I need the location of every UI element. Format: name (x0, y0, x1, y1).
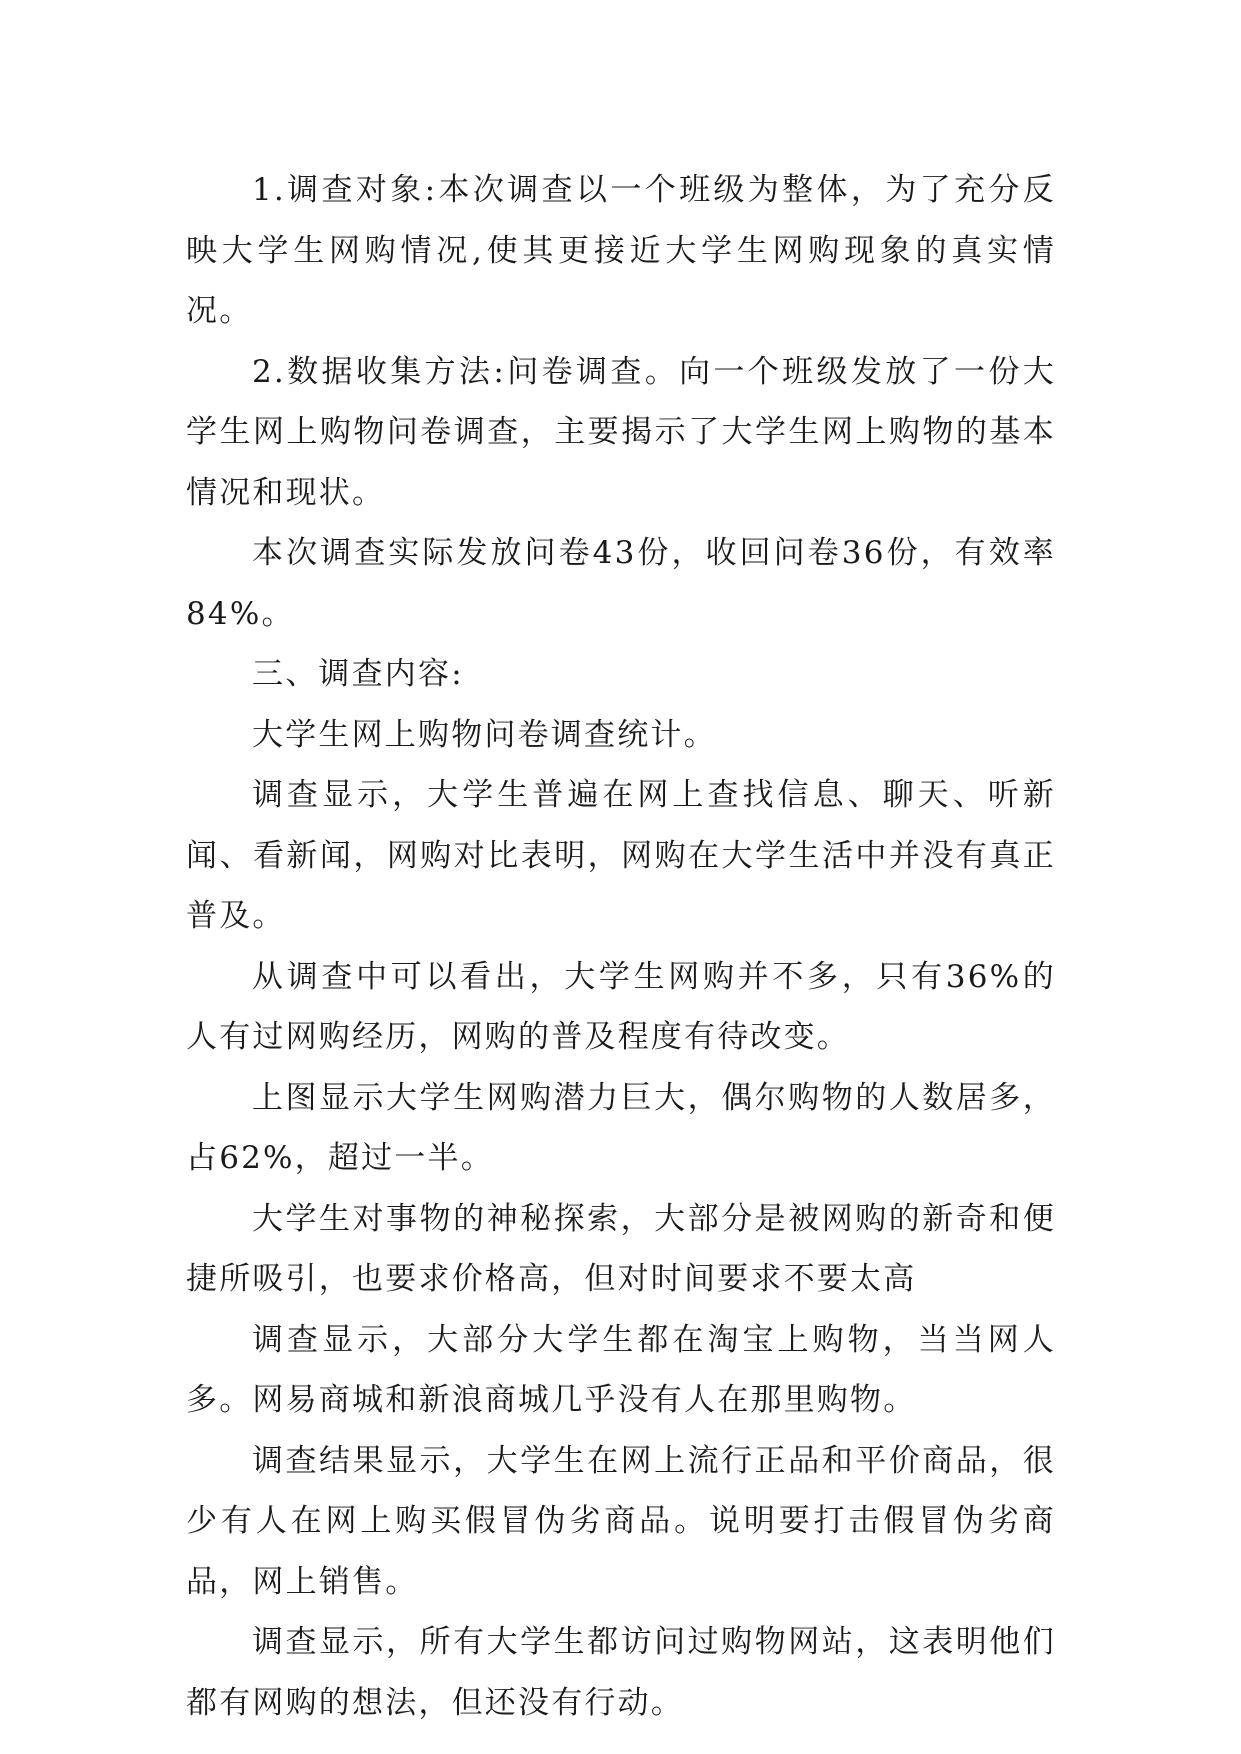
paragraph-site-visits: 调查显示，所有大学生都访问过购物网站，这表明他们都有网购的想法，但还没有行动。 (186, 1624, 1056, 1721)
paragraph-shopping-platforms: 调查显示，大部分大学生都在淘宝上购物，当当网人多。网易商城和新浪商城几乎没有人在那里购物。 (186, 1321, 1056, 1418)
paragraph-internet-usage: 调查显示，大学生普遍在网上查找信息、聊天、听新闻、看新闻，网购对比表明，网购在大学生活中并没有真正普及。 (186, 777, 1056, 934)
paragraph-survey-subject: 1.调查对象:本次调查以一个班级为整体，为了充分反映大学生网购情况,使其更接近大学生网购现象的真实情况。 (186, 172, 1056, 329)
document-body (186, 160, 1056, 1733)
paragraph-questionnaire-count: 本次调查实际发放问卷43份，收回问卷36份，有效率84%。 (186, 535, 1056, 632)
paragraph-data-collection: 2.数据收集方法:问卷调查。向一个班级发放了一份大学生网上购物问卷调查，主要揭示了大学生网上购物的基本情况和现状。 (186, 353, 1056, 511)
paragraph-shopping-experience: 从调查中可以看出，大学生网购并不多，只有36%的人有过网购经历，网购的普及程度有待改变。 (186, 958, 1056, 1055)
paragraph-statistics-title: 大学生网上购物问卷调查统计。 (252, 716, 717, 753)
paragraph-product-quality: 调查结果显示，大学生在网上流行正品和平价商品，很少有人在网上购买假冒伪劣商品。说明要打击假冒伪劣商品，网上销售。 (186, 1442, 1056, 1600)
paragraph-shopping-potential: 上图显示大学生网购潜力巨大，偶尔购物的人数居多，占62%，超过一半。 (186, 1079, 1056, 1176)
section-heading-survey-content: 三、调查内容: (252, 656, 464, 692)
paragraph-shopping-motivation: 大学生对事物的神秘探索，大部分是被网购的新奇和便捷所吸引，也要求价格高，但对时间要求不要太高 (186, 1200, 1056, 1297)
